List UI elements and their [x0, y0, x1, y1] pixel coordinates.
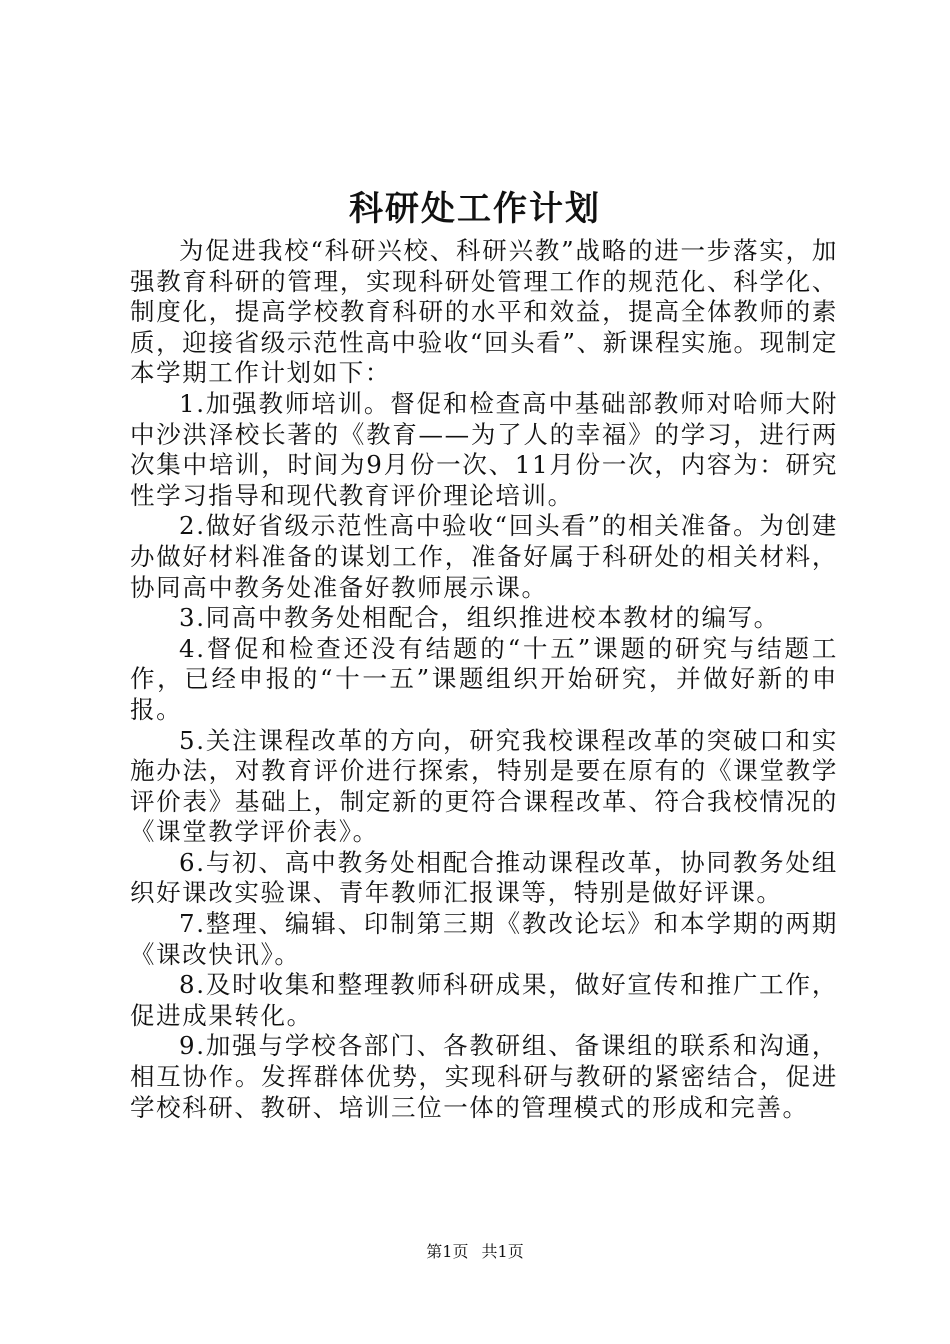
plan-item-5: 5.关注课程改革的方向，研究我校课程改革的突破口和实施办法，对教育评价进行探索，特别是要在原有的《课堂教学评价表》基础上，制定新的更符合课程改革、符合我校情况的《课堂教学评价表》。 [130, 725, 838, 847]
plan-item-7: 7.整理、编辑、印制第三期《教改论坛》和本学期的两期《课改快讯》。 [130, 909, 838, 969]
plan-item-2: 2.做好省级示范性高中验收“回头看”的相关准备。为创建办做好材料准备的谋划工作，准备好属于科研处的相关材料，协同高中教务处准备好教师展示课。 [130, 511, 838, 602]
plan-item-4: 4.督促和检查还没有结题的“十五”课题的研究与结题工作，已经申报的“十一五”课题组织开始研究，并做好新的申报。 [130, 633, 838, 724]
document-title: 科研处工作计划 [349, 189, 601, 229]
page-number: 第1页 [426, 1242, 469, 1261]
document-body [130, 236, 838, 1123]
page-footer [0, 1242, 950, 1262]
plan-item-1: 1.加强教师培训。督促和检查高中基础部教师对哈师大附中沙洪泽校长著的《教育——为了人的幸福》的学习，进行两次集中培训，时间为9月份一次、11月份一次，内容为：研究性学习指导和现代教育评价理论培训。 [130, 388, 838, 510]
plan-item-3: 3.同高中教务处相配合，组织推进校本教材的编写。 [179, 603, 780, 633]
page-total: 共1页 [481, 1242, 524, 1261]
plan-item-9: 9.加强与学校各部门、各教研组、备课组的联系和沟通，相互协作。发挥群体优势，实现科研与教研的紧密结合，促进学校科研、教研、培训三位一体的管理模式的形成和完善。 [130, 1031, 838, 1122]
plan-item-8: 8.及时收集和整理教师科研成果，做好宣传和推广工作，促进成果转化。 [130, 970, 838, 1030]
plan-item-6: 6.与初、高中教务处相配合推动课程改革，协同教务处组织好课改实验课、青年教师汇报课等，特别是做好评课。 [130, 847, 838, 908]
intro-paragraph: 为促进我校“科研兴校、科研兴教”战略的进一步落实，加强教育科研的管理，实现科研处管理工作的规范化、科学化、制度化，提高学校教育科研的水平和效益，提高全体教师的素质，迎接省级示范性高中验收“回头看”、新课程实施。现制定本学期工作计划如下： [130, 236, 838, 388]
